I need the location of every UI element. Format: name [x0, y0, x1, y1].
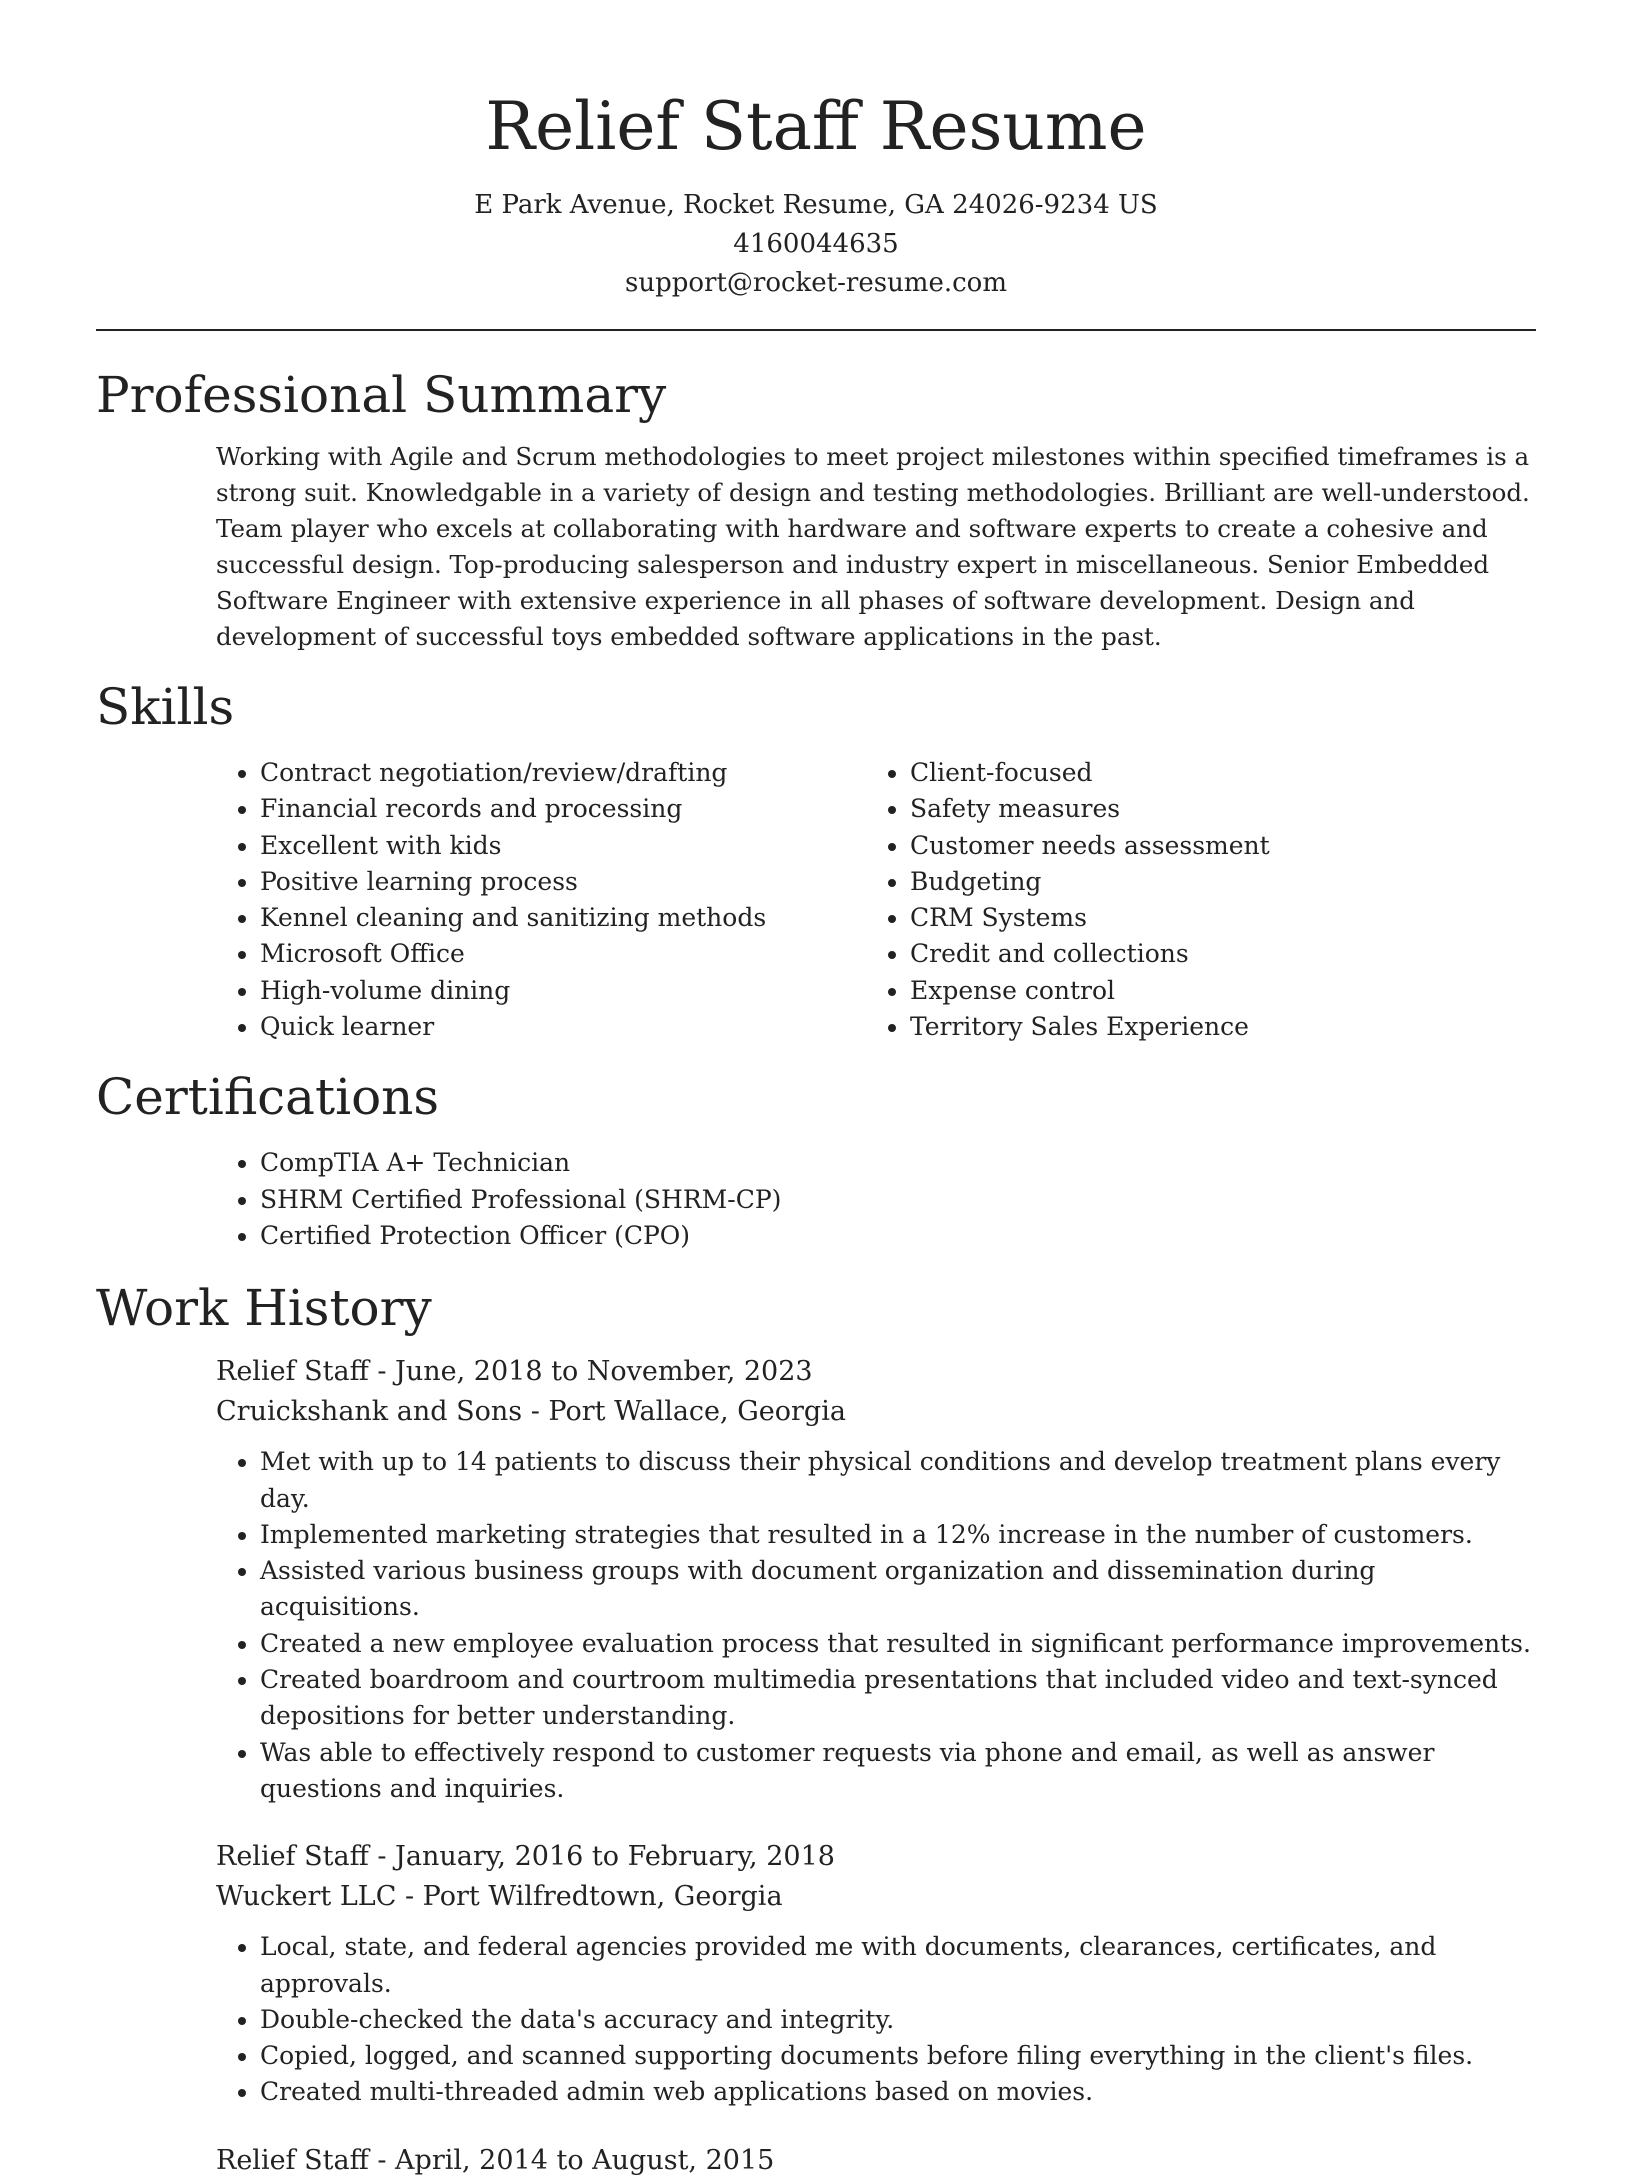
phone: 4160044635: [733, 229, 899, 259]
job-title-line: [216, 1352, 1536, 1392]
job-bullet: • Met with up to 14 patients to discuss their physical conditions and develop treatment plans every day.: [260, 1444, 1536, 1517]
summary-text: Working with Agile and Scrum methodologies to meet project milestones within specified timeframes is a strong suit. Knowledgable in a variety of design and testing methodologies. Brilliant are well-understood. Team player who excels at collaborating with hardware and software experts to create a cohesive and successful design. Top-producing salesperson and industry expert in miscellaneous. Senior Embedded Software Engineer with extensive experience in all phases of software development. Design and development of successful toys embedded software applications in the past.: [216, 442, 1530, 651]
job-company: Wuckert LLC: [216, 1881, 397, 1913]
skills-column-right: [866, 755, 1516, 1045]
skill-item: • Microsoft Office: [260, 936, 866, 972]
job-bullet: • Created a new employee evaluation process that resulted in significant performance improvements.: [260, 1626, 1536, 1662]
skill-item: • Territory Sales Experience: [910, 1009, 1516, 1045]
job-entry: [216, 1352, 1536, 1807]
header-divider: [96, 329, 1536, 331]
job-bullets: [216, 1929, 1536, 2110]
skill-item: • Positive learning process: [260, 864, 866, 900]
certifications-heading: Certifications: [96, 1068, 440, 1127]
job-bullet: • Double-checked the data's accuracy and integrity.: [260, 2002, 1536, 2038]
address: E Park Avenue, Rocket Resume, GA 24026-9234 US: [474, 190, 1158, 220]
work-history-heading: Work History: [96, 1279, 432, 1338]
job-entry: [216, 2141, 1536, 2181]
skill-item: • Expense control: [910, 973, 1516, 1009]
job-bullet: • Copied, logged, and scanned supporting documents before filing everything in the client's files.: [260, 2038, 1536, 2074]
job-bullet: • Created multi-threaded admin web applications based on movies.: [260, 2074, 1536, 2110]
certification-item: • Certified Protection Officer (CPO): [260, 1218, 1536, 1254]
work-history-section: [96, 1278, 1536, 2180]
skills-section: [96, 677, 1536, 1045]
resume-header: [96, 0, 1536, 303]
contact-block: [96, 186, 1536, 303]
job-title-line: [216, 2141, 1536, 2181]
skills-columns: [216, 755, 1536, 1045]
job-dates: - January, 2016 to February, 2018: [368, 1841, 835, 1873]
job-dates: - June, 2018 to November, 2023: [368, 1356, 813, 1388]
job-title: Relief Staff: [216, 1841, 369, 1873]
certifications-list: [216, 1145, 1536, 1254]
skill-item: • Budgeting: [910, 864, 1516, 900]
resume-title: Relief Staff Resume: [485, 88, 1147, 165]
skill-item: • Client-focused: [910, 755, 1516, 791]
job-title: Relief Staff: [216, 2144, 369, 2176]
certification-item: • CompTIA A+ Technician: [260, 1145, 1536, 1181]
job-company: Cruickshank and Sons: [216, 1396, 523, 1428]
job-bullet: • Was able to effectively respond to customer requests via phone and email, as well as answer questions and inquiries.: [260, 1735, 1536, 1808]
summary-section: [96, 365, 1536, 655]
skills-list-left: [216, 755, 866, 1045]
skill-item: • High-volume dining: [260, 973, 866, 1009]
job-title-line: [216, 1837, 1536, 1877]
skills-column-left: [216, 755, 866, 1045]
skill-item: • Contract negotiation/review/drafting: [260, 755, 866, 791]
email: support@rocket-resume.com: [624, 268, 1007, 298]
job-company-line: [216, 1392, 1536, 1432]
job-location: - Port Wilfredtown, Georgia: [396, 1881, 783, 1913]
skill-item: • Customer needs assessment: [910, 828, 1516, 864]
skill-item: • Safety measures: [910, 791, 1516, 827]
skills-heading: Skills: [96, 678, 235, 736]
resume-page: [96, 0, 1536, 2181]
job-entry: [216, 1837, 1536, 2110]
job-bullet: • Assisted various business groups with document organization and dissemination during acquisitions.: [260, 1553, 1536, 1626]
skill-item: • Excellent with kids: [260, 828, 866, 864]
job-company-line: [216, 1877, 1536, 1917]
job-dates: - April, 2014 to August, 2015: [368, 2144, 775, 2176]
certifications-section: [96, 1067, 1536, 1254]
job-title: Relief Staff: [216, 1356, 369, 1388]
certification-item: • SHRM Certified Professional (SHRM-CP): [260, 1182, 1536, 1218]
summary-heading: Professional Summary: [96, 366, 667, 424]
skill-item: • Kennel cleaning and sanitizing methods: [260, 900, 866, 936]
skill-item: • Financial records and processing: [260, 791, 866, 827]
job-bullets: [216, 1444, 1536, 1807]
skills-list-right: [866, 755, 1516, 1045]
certifications-body: [216, 1145, 1536, 1254]
job-bullet: • Implemented marketing strategies that resulted in a 12% increase in the number of customers.: [260, 1517, 1536, 1553]
job-location: - Port Wallace, Georgia: [522, 1396, 846, 1428]
skill-item: • CRM Systems: [910, 900, 1516, 936]
skill-item: • Quick learner: [260, 1009, 866, 1045]
job-bullet: • Local, state, and federal agencies provided me with documents, clearances, certificates, and approvals.: [260, 1929, 1536, 2002]
job-bullet: • Created boardroom and courtroom multimedia presentations that included video and text-synced depositions for better understanding.: [260, 1662, 1536, 1735]
skill-item: • Credit and collections: [910, 936, 1516, 972]
